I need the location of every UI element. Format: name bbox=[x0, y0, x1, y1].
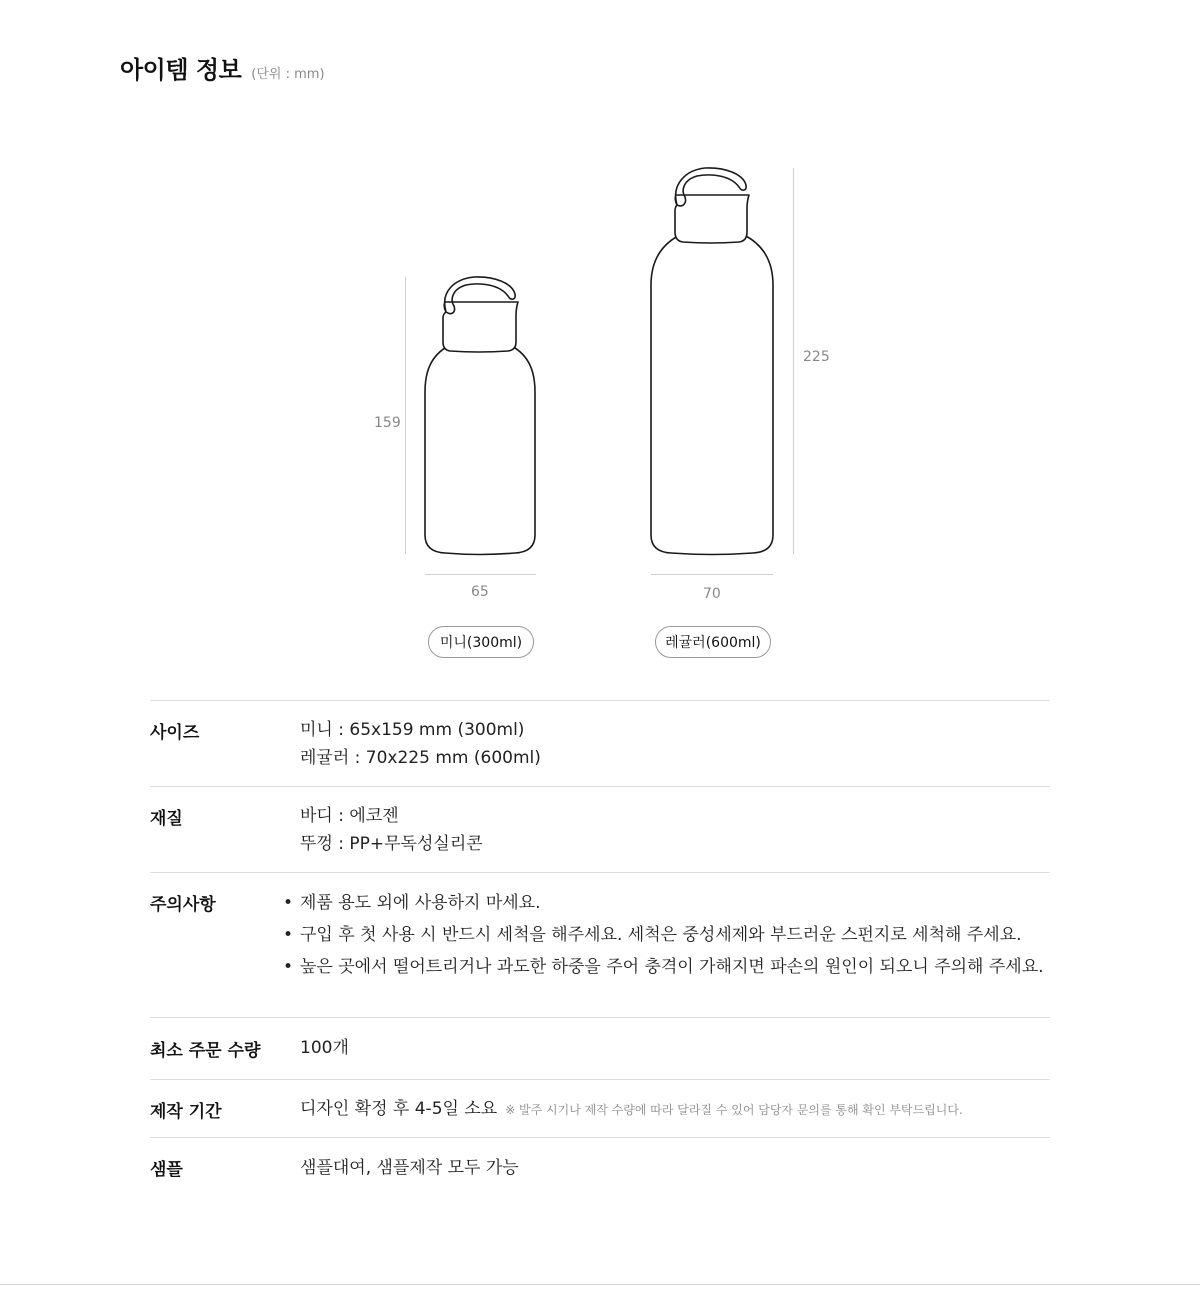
caution-list bbox=[300, 887, 1044, 983]
regular-size-tag: 레귤러(600ml) bbox=[655, 626, 771, 658]
size-values bbox=[300, 716, 541, 772]
regular-bottle bbox=[651, 168, 773, 555]
caution-item: • 제품 용도 외에 사용하지 마세요. bbox=[300, 887, 1044, 919]
regular-bottle-body bbox=[651, 236, 773, 555]
spec-row-size bbox=[150, 701, 1050, 787]
sample-label: 샘플 bbox=[150, 1160, 183, 1180]
sample-value: 샘플대여, 샘플제작 모두 가능 bbox=[300, 1158, 519, 1178]
material-body: 바디 : 에코젠 bbox=[300, 806, 399, 826]
spec-row-material bbox=[150, 787, 1050, 873]
regular-bottle-loop bbox=[676, 168, 746, 206]
sample-value-wrap bbox=[300, 1154, 519, 1182]
mini-size-tag: 미니(300ml) bbox=[428, 626, 534, 658]
spec-table bbox=[150, 700, 1050, 1200]
mini-height-label: 159 bbox=[374, 415, 401, 431]
moq-label: 최소 주문 수량 bbox=[150, 1041, 261, 1061]
caution-item: • 구입 후 첫 사용 시 반드시 세척을 해주세요. 세척은 중성세제와 부드러운 스펀지로 세척해 주세요. bbox=[300, 919, 1044, 951]
regular-width-label: 70 bbox=[703, 586, 721, 602]
page-title: 아이템 정보 bbox=[120, 56, 242, 84]
mini-width-label: 65 bbox=[471, 584, 489, 600]
lead-time-label: 제작 기간 bbox=[150, 1102, 222, 1122]
mini-bottle-cap bbox=[443, 302, 518, 352]
spec-row-caution bbox=[150, 873, 1050, 1018]
material-values bbox=[300, 802, 483, 858]
unit-note: (단위 : mm) bbox=[251, 67, 325, 82]
material-cap: 뚜껑 : PP+무독성실리콘 bbox=[300, 834, 483, 854]
mini-bottle bbox=[425, 277, 535, 555]
mini-bottle-body bbox=[425, 346, 535, 555]
moq-value-wrap bbox=[300, 1034, 349, 1062]
caution-item: • 높은 곳에서 떨어트리거나 과도한 하중을 주어 충격이 가해지면 파손의 원인이 되오니 주의해 주세요. bbox=[300, 951, 1044, 983]
lead-time-value: 디자인 확정 후 4-5일 소요 bbox=[300, 1099, 498, 1119]
regular-bottle-cap bbox=[675, 195, 749, 243]
regular-height-label: 225 bbox=[803, 349, 830, 365]
lead-time-content bbox=[300, 1095, 963, 1124]
size-mini: 미니 : 65x159 mm (300ml) bbox=[300, 720, 525, 740]
size-label: 사이즈 bbox=[150, 723, 200, 743]
moq-value: 100개 bbox=[300, 1038, 349, 1058]
page-header bbox=[120, 50, 325, 85]
size-regular: 레귤러 : 70x225 mm (600ml) bbox=[300, 748, 541, 768]
bottom-divider bbox=[0, 1284, 1200, 1285]
spec-row-lead-time bbox=[150, 1080, 1050, 1138]
spec-row-sample bbox=[150, 1138, 1050, 1200]
mini-bottle-loop bbox=[445, 277, 515, 314]
material-label: 재질 bbox=[150, 809, 183, 829]
spec-row-moq bbox=[150, 1018, 1050, 1080]
lead-time-note: ※ 발주 시기나 제작 수량에 따라 달라질 수 있어 담당자 문의를 통해 확인 부탁드립니다. bbox=[505, 1103, 963, 1117]
caution-label: 주의사항 bbox=[150, 895, 216, 915]
